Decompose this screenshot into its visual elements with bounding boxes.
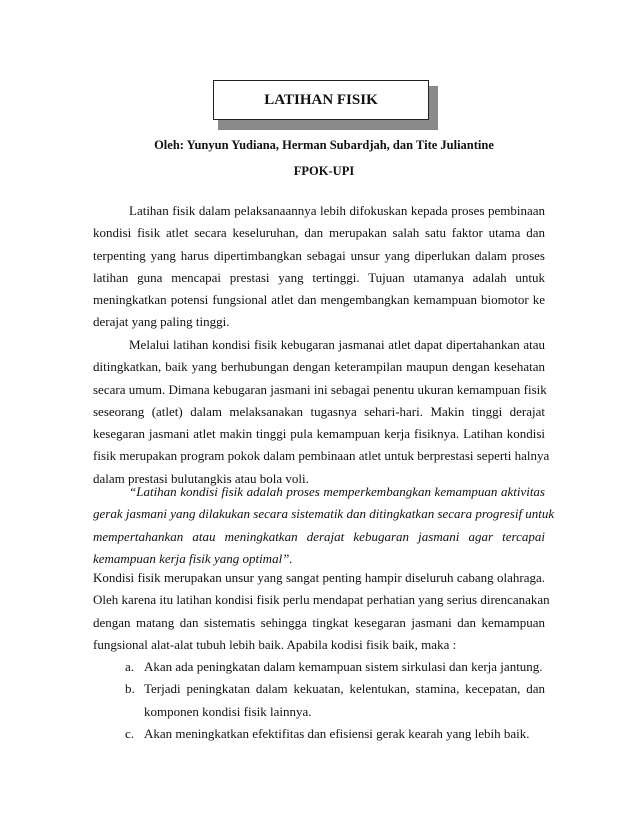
text-line: “Latihan kondisi fisik adalah proses memperkembangkan kemampuan aktivitas (129, 484, 545, 499)
list-item (93, 678, 545, 723)
text-line: meningkatkan potensi fungsional atlet dan mengembangkan kemampuan biomotor ke (93, 292, 545, 308)
text-line: fisik merupakan program pokok dalam pembinaan atlet untuk berprestasi seperti halnya (93, 448, 550, 464)
text-line: dengan matang dan sistematis sehingga tingkat kesegaran jasmani dan kemampuan (93, 614, 545, 630)
text-line: dalam prestasi bulutangkis atau bola voli. (93, 470, 309, 486)
text-line: gerak jasmani yang dilakukan secara sistematik dan ditingkatkan secara progresif untuk (93, 506, 555, 522)
paragraph-2 (93, 334, 550, 490)
text-line: derajat yang paling tinggi. (93, 314, 230, 330)
text-line: terpenting yang harus dipertimbangkan sebagai unsur yang diperlukan dalam proses (93, 247, 545, 263)
list-marker: b. (125, 681, 135, 697)
text-line: kesegaran jasmani atlet makin tinggi pula kemampuan kerja fisiknya. Latihan kondisi (93, 426, 545, 442)
text-line: fungsional alat-alat tubuh lebih baik. Apabila kodisi fisik baik, maka : (93, 636, 457, 652)
quote-paragraph (93, 481, 555, 570)
list-item-text: Akan ada peningkatan dalam kemampuan sistem sirkulasi dan kerja jantung. (144, 659, 543, 674)
text-line: secara umum. Dimana kebugaran jasmani ini sebagai penentu ukuran kemampuan fisik (93, 381, 547, 397)
list-item (93, 656, 545, 678)
paragraph-1 (93, 200, 545, 334)
institution-line: FPOK-UPI (293, 164, 355, 178)
list-marker: c. (125, 725, 135, 741)
list-item-text: Terjadi peningkatan dalam kekuatan, kelentukan, stamina, kecepatan, dan (144, 681, 545, 697)
authors-line: Oleh: Yunyun Yudiana, Herman Subardjah, dan Tite Juliantine (154, 138, 494, 152)
text-line: kemampuan kerja fisik yang optimal”. (93, 550, 293, 566)
list-item-text: Akan meningkatkan efektifitas dan efisiensi gerak kearah yang lebih baik. (144, 725, 530, 741)
paragraph-4 (93, 567, 550, 656)
text-line: Melalui latihan kondisi fisik kebugaran jasmanai atlet dapat dipertahankan atau (129, 337, 545, 352)
text-line: ditingkatkan, baik yang berhubungan dengan keterampilan maupun dengan kesehatan (93, 359, 545, 375)
text-line: mempertahankan atau meningkatkan derajat kebugaran jasmani agar tercapai (93, 528, 545, 544)
text-line: Kondisi fisik merupakan unsur yang sangat penting hampir diseluruh cabang olahraga. (93, 570, 545, 585)
benefits-list (93, 656, 545, 745)
list-marker: a. (125, 659, 135, 674)
text-line: seseorang (atlet) dalam melaksanakan tugasnya sehari-hari. Makin tinggi derajat (93, 403, 545, 419)
text-line: Oleh karena itu latihan kondisi fisik perlu mendapat perhatian yang serius direncanakan (93, 592, 550, 608)
list-item (93, 723, 545, 745)
text-line: kondisi fisik atlet secara keseluruhan, dan merupakan salah satu faktor utama dan (93, 225, 545, 241)
text-line: Latihan fisik dalam pelaksanaannya lebih difokuskan kepada proses pembinaan (129, 203, 545, 218)
document-title: LATIHAN FISIK (213, 80, 429, 120)
list-item-text: komponen kondisi fisik lainnya. (144, 703, 312, 719)
text-line: latihan guna mencapai prestasi yang tertinggi. Tujuan utamanya adalah untuk (93, 269, 545, 285)
